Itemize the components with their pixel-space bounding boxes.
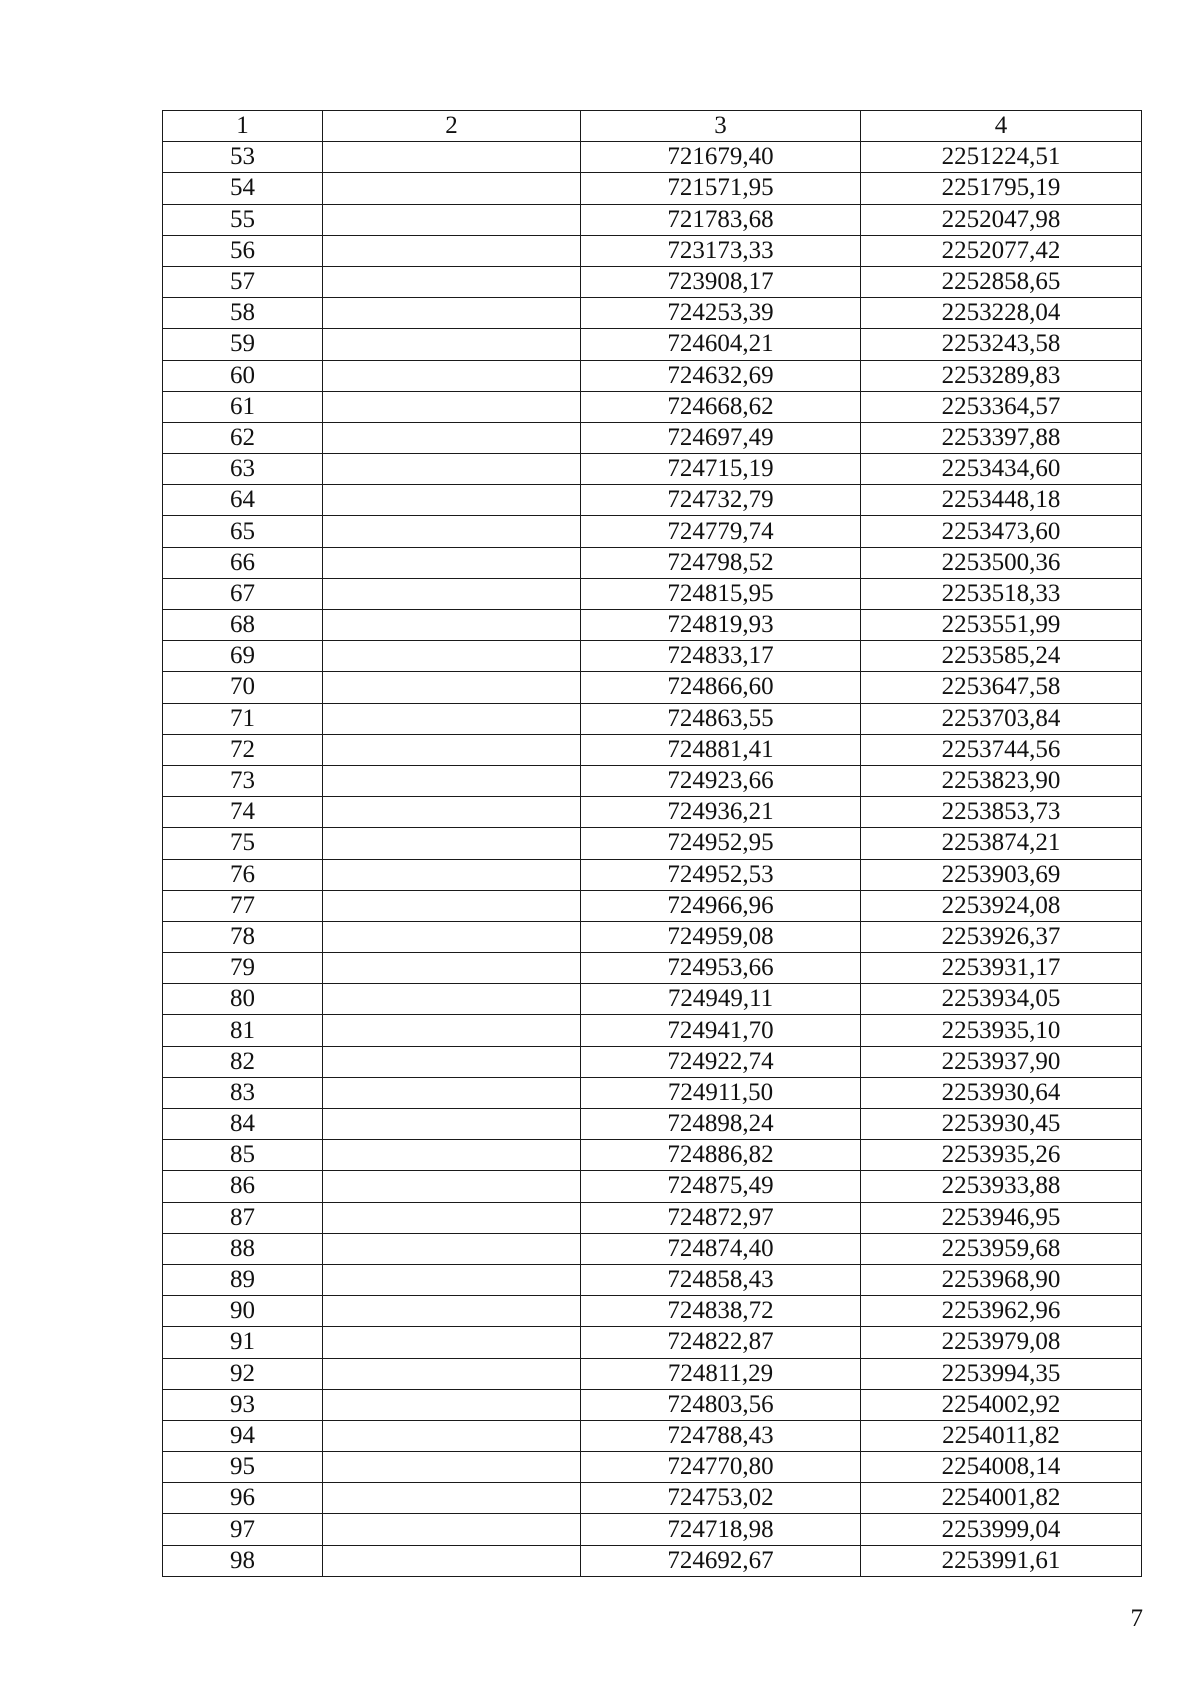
point-number-cell: 61 — [163, 391, 323, 422]
x-coordinate-cell: 724632,69 — [581, 360, 861, 391]
description-cell — [323, 329, 581, 360]
table-row — [163, 454, 1142, 485]
description-cell — [323, 1483, 581, 1514]
point-number-cell: 59 — [163, 329, 323, 360]
x-coordinate-cell: 724959,08 — [581, 921, 861, 952]
x-coordinate-cell: 723173,33 — [581, 235, 861, 266]
x-coordinate-cell: 724866,60 — [581, 672, 861, 703]
x-coordinate-cell: 724718,98 — [581, 1514, 861, 1545]
y-coordinate-cell: 2252047,98 — [861, 204, 1142, 235]
point-number-cell: 77 — [163, 890, 323, 921]
table-row — [163, 329, 1142, 360]
description-cell — [323, 921, 581, 952]
description-cell — [323, 204, 581, 235]
description-cell — [323, 734, 581, 765]
point-number-cell: 67 — [163, 578, 323, 609]
point-number-cell: 69 — [163, 641, 323, 672]
table-row — [163, 266, 1142, 297]
x-coordinate-cell: 724803,56 — [581, 1389, 861, 1420]
y-coordinate-cell: 2254011,82 — [861, 1420, 1142, 1451]
description-cell — [323, 1296, 581, 1327]
y-coordinate-cell: 2253434,60 — [861, 454, 1142, 485]
description-cell — [323, 1233, 581, 1264]
table-row — [163, 1264, 1142, 1295]
table-row — [163, 1514, 1142, 1545]
description-cell — [323, 672, 581, 703]
x-coordinate-cell: 724936,21 — [581, 797, 861, 828]
point-number-cell: 97 — [163, 1514, 323, 1545]
table-row — [163, 1389, 1142, 1420]
y-coordinate-cell: 2253924,08 — [861, 890, 1142, 921]
x-coordinate-cell: 724715,19 — [581, 454, 861, 485]
table-row — [163, 703, 1142, 734]
header-cell-col-1: 1 — [163, 111, 323, 142]
point-number-cell: 80 — [163, 984, 323, 1015]
table-row — [163, 1015, 1142, 1046]
y-coordinate-cell: 2253934,05 — [861, 984, 1142, 1015]
y-coordinate-cell: 2253979,08 — [861, 1327, 1142, 1358]
table-row — [163, 734, 1142, 765]
description-cell — [323, 953, 581, 984]
point-number-cell: 66 — [163, 547, 323, 578]
description-cell — [323, 266, 581, 297]
description-cell — [323, 610, 581, 641]
x-coordinate-cell: 724732,79 — [581, 485, 861, 516]
point-number-cell: 93 — [163, 1389, 323, 1420]
point-number-cell: 64 — [163, 485, 323, 516]
y-coordinate-cell: 2253289,83 — [861, 360, 1142, 391]
table-row — [163, 641, 1142, 672]
description-cell — [323, 859, 581, 890]
y-coordinate-cell: 2253931,17 — [861, 953, 1142, 984]
x-coordinate-cell: 724838,72 — [581, 1296, 861, 1327]
point-number-cell: 79 — [163, 953, 323, 984]
point-number-cell: 86 — [163, 1171, 323, 1202]
description-cell — [323, 547, 581, 578]
table-row — [163, 1077, 1142, 1108]
x-coordinate-cell: 724697,49 — [581, 422, 861, 453]
y-coordinate-cell: 2253448,18 — [861, 485, 1142, 516]
table-row — [163, 142, 1142, 173]
point-number-cell: 78 — [163, 921, 323, 952]
x-coordinate-cell: 721783,68 — [581, 204, 861, 235]
table-row — [163, 204, 1142, 235]
description-cell — [323, 1545, 581, 1576]
x-coordinate-cell: 724952,95 — [581, 828, 861, 859]
description-cell — [323, 703, 581, 734]
description-cell — [323, 1046, 581, 1077]
point-number-cell: 65 — [163, 516, 323, 547]
x-coordinate-cell: 724753,02 — [581, 1483, 861, 1514]
description-cell — [323, 1109, 581, 1140]
table-row — [163, 859, 1142, 890]
point-number-cell: 84 — [163, 1109, 323, 1140]
table-row — [163, 516, 1142, 547]
point-number-cell: 75 — [163, 828, 323, 859]
table-row — [163, 1483, 1142, 1514]
point-number-cell: 88 — [163, 1233, 323, 1264]
point-number-cell: 90 — [163, 1296, 323, 1327]
point-number-cell: 76 — [163, 859, 323, 890]
y-coordinate-cell: 2253935,10 — [861, 1015, 1142, 1046]
description-cell — [323, 984, 581, 1015]
description-cell — [323, 142, 581, 173]
point-number-cell: 98 — [163, 1545, 323, 1576]
table-header-row — [163, 111, 1142, 142]
table-row — [163, 360, 1142, 391]
y-coordinate-cell: 2252077,42 — [861, 235, 1142, 266]
point-number-cell: 72 — [163, 734, 323, 765]
x-coordinate-cell: 724898,24 — [581, 1109, 861, 1140]
description-cell — [323, 360, 581, 391]
y-coordinate-cell: 2253946,95 — [861, 1202, 1142, 1233]
table-row — [163, 485, 1142, 516]
y-coordinate-cell: 2253930,64 — [861, 1077, 1142, 1108]
point-number-cell: 95 — [163, 1452, 323, 1483]
description-cell — [323, 1264, 581, 1295]
y-coordinate-cell: 2253703,84 — [861, 703, 1142, 734]
y-coordinate-cell: 2253585,24 — [861, 641, 1142, 672]
point-number-cell: 56 — [163, 235, 323, 266]
y-coordinate-cell: 2253853,73 — [861, 797, 1142, 828]
description-cell — [323, 1327, 581, 1358]
table-row — [163, 1358, 1142, 1389]
description-cell — [323, 1452, 581, 1483]
x-coordinate-cell: 721571,95 — [581, 173, 861, 204]
point-number-cell: 58 — [163, 298, 323, 329]
table-row — [163, 797, 1142, 828]
description-cell — [323, 298, 581, 329]
point-number-cell: 87 — [163, 1202, 323, 1233]
y-coordinate-cell: 2253243,58 — [861, 329, 1142, 360]
description-cell — [323, 422, 581, 453]
y-coordinate-cell: 2253926,37 — [861, 921, 1142, 952]
x-coordinate-cell: 724798,52 — [581, 547, 861, 578]
description-cell — [323, 173, 581, 204]
y-coordinate-cell: 2253473,60 — [861, 516, 1142, 547]
y-coordinate-cell: 2254002,92 — [861, 1389, 1142, 1420]
table-row — [163, 828, 1142, 859]
table-row — [163, 984, 1142, 1015]
table-row — [163, 610, 1142, 641]
description-cell — [323, 1420, 581, 1451]
point-number-cell: 92 — [163, 1358, 323, 1389]
table-row — [163, 1109, 1142, 1140]
y-coordinate-cell: 2253935,26 — [861, 1140, 1142, 1171]
point-number-cell: 83 — [163, 1077, 323, 1108]
description-cell — [323, 1514, 581, 1545]
description-cell — [323, 454, 581, 485]
table-row — [163, 921, 1142, 952]
point-number-cell: 85 — [163, 1140, 323, 1171]
x-coordinate-cell: 724788,43 — [581, 1420, 861, 1451]
y-coordinate-cell: 2251224,51 — [861, 142, 1142, 173]
y-coordinate-cell: 2253991,61 — [861, 1545, 1142, 1576]
y-coordinate-cell: 2253500,36 — [861, 547, 1142, 578]
point-number-cell: 81 — [163, 1015, 323, 1046]
table-row — [163, 1171, 1142, 1202]
header-cell-col-2: 2 — [323, 111, 581, 142]
y-coordinate-cell: 2253999,04 — [861, 1514, 1142, 1545]
x-coordinate-cell: 724881,41 — [581, 734, 861, 765]
header-cell-col-4: 4 — [861, 111, 1142, 142]
description-cell — [323, 1202, 581, 1233]
table-row — [163, 173, 1142, 204]
y-coordinate-cell: 2253518,33 — [861, 578, 1142, 609]
x-coordinate-cell: 724863,55 — [581, 703, 861, 734]
y-coordinate-cell: 2253551,99 — [861, 610, 1142, 641]
y-coordinate-cell: 2253647,58 — [861, 672, 1142, 703]
y-coordinate-cell: 2253962,96 — [861, 1296, 1142, 1327]
description-cell — [323, 765, 581, 796]
description-cell — [323, 485, 581, 516]
description-cell — [323, 797, 581, 828]
y-coordinate-cell: 2253933,88 — [861, 1171, 1142, 1202]
x-coordinate-cell: 724966,96 — [581, 890, 861, 921]
description-cell — [323, 391, 581, 422]
x-coordinate-cell: 724923,66 — [581, 765, 861, 796]
y-coordinate-cell: 2253397,88 — [861, 422, 1142, 453]
table-row — [163, 890, 1142, 921]
x-coordinate-cell: 724822,87 — [581, 1327, 861, 1358]
x-coordinate-cell: 724779,74 — [581, 516, 861, 547]
table-row — [163, 1452, 1142, 1483]
description-cell — [323, 890, 581, 921]
x-coordinate-cell: 724941,70 — [581, 1015, 861, 1046]
x-coordinate-cell: 724815,95 — [581, 578, 861, 609]
y-coordinate-cell: 2254008,14 — [861, 1452, 1142, 1483]
y-coordinate-cell: 2253874,21 — [861, 828, 1142, 859]
table-row — [163, 1202, 1142, 1233]
table-row — [163, 422, 1142, 453]
y-coordinate-cell: 2253744,56 — [861, 734, 1142, 765]
description-cell — [323, 828, 581, 859]
description-cell — [323, 1077, 581, 1108]
description-cell — [323, 1015, 581, 1046]
table-row — [163, 547, 1142, 578]
table-row — [163, 298, 1142, 329]
point-number-cell: 82 — [163, 1046, 323, 1077]
point-number-cell: 91 — [163, 1327, 323, 1358]
y-coordinate-cell: 2253937,90 — [861, 1046, 1142, 1077]
x-coordinate-cell: 724952,53 — [581, 859, 861, 890]
description-cell — [323, 1389, 581, 1420]
x-coordinate-cell: 724604,21 — [581, 329, 861, 360]
table-row — [163, 1296, 1142, 1327]
table-body — [163, 142, 1142, 1577]
point-number-cell: 68 — [163, 610, 323, 641]
point-number-cell: 63 — [163, 454, 323, 485]
page-number: 7 — [1130, 1605, 1143, 1632]
x-coordinate-cell: 724668,62 — [581, 391, 861, 422]
x-coordinate-cell: 724875,49 — [581, 1171, 861, 1202]
table-row — [163, 1420, 1142, 1451]
x-coordinate-cell: 724949,11 — [581, 984, 861, 1015]
description-cell — [323, 1358, 581, 1389]
table-row — [163, 235, 1142, 266]
point-number-cell: 60 — [163, 360, 323, 391]
x-coordinate-cell: 724692,67 — [581, 1545, 861, 1576]
coordinates-table — [162, 110, 1142, 1577]
table-row — [163, 578, 1142, 609]
x-coordinate-cell: 724922,74 — [581, 1046, 861, 1077]
x-coordinate-cell: 724811,29 — [581, 1358, 861, 1389]
x-coordinate-cell: 724911,50 — [581, 1077, 861, 1108]
y-coordinate-cell: 2254001,82 — [861, 1483, 1142, 1514]
table-row — [163, 1327, 1142, 1358]
header-cell-col-3: 3 — [581, 111, 861, 142]
point-number-cell: 96 — [163, 1483, 323, 1514]
table-row — [163, 672, 1142, 703]
point-number-cell: 70 — [163, 672, 323, 703]
x-coordinate-cell: 724833,17 — [581, 641, 861, 672]
x-coordinate-cell: 724858,43 — [581, 1264, 861, 1295]
x-coordinate-cell: 724886,82 — [581, 1140, 861, 1171]
y-coordinate-cell: 2253930,45 — [861, 1109, 1142, 1140]
x-coordinate-cell: 724253,39 — [581, 298, 861, 329]
y-coordinate-cell: 2253364,57 — [861, 391, 1142, 422]
table-row — [163, 1046, 1142, 1077]
y-coordinate-cell: 2253903,69 — [861, 859, 1142, 890]
x-coordinate-cell: 721679,40 — [581, 142, 861, 173]
point-number-cell: 62 — [163, 422, 323, 453]
table-row — [163, 391, 1142, 422]
point-number-cell: 94 — [163, 1420, 323, 1451]
point-number-cell: 73 — [163, 765, 323, 796]
table-row — [163, 953, 1142, 984]
table-row — [163, 765, 1142, 796]
y-coordinate-cell: 2253994,35 — [861, 1358, 1142, 1389]
description-cell — [323, 641, 581, 672]
point-number-cell: 55 — [163, 204, 323, 235]
table-row — [163, 1545, 1142, 1576]
y-coordinate-cell: 2253959,68 — [861, 1233, 1142, 1264]
point-number-cell: 57 — [163, 266, 323, 297]
table-row — [163, 1140, 1142, 1171]
y-coordinate-cell: 2251795,19 — [861, 173, 1142, 204]
y-coordinate-cell: 2253228,04 — [861, 298, 1142, 329]
y-coordinate-cell: 2253968,90 — [861, 1264, 1142, 1295]
point-number-cell: 54 — [163, 173, 323, 204]
point-number-cell: 71 — [163, 703, 323, 734]
x-coordinate-cell: 723908,17 — [581, 266, 861, 297]
description-cell — [323, 578, 581, 609]
description-cell — [323, 1171, 581, 1202]
point-number-cell: 53 — [163, 142, 323, 173]
x-coordinate-cell: 724872,97 — [581, 1202, 861, 1233]
description-cell — [323, 516, 581, 547]
x-coordinate-cell: 724770,80 — [581, 1452, 861, 1483]
x-coordinate-cell: 724874,40 — [581, 1233, 861, 1264]
table-row — [163, 1233, 1142, 1264]
description-cell — [323, 1140, 581, 1171]
x-coordinate-cell: 724953,66 — [581, 953, 861, 984]
point-number-cell: 74 — [163, 797, 323, 828]
point-number-cell: 89 — [163, 1264, 323, 1295]
description-cell — [323, 235, 581, 266]
y-coordinate-cell: 2252858,65 — [861, 266, 1142, 297]
x-coordinate-cell: 724819,93 — [581, 610, 861, 641]
y-coordinate-cell: 2253823,90 — [861, 765, 1142, 796]
